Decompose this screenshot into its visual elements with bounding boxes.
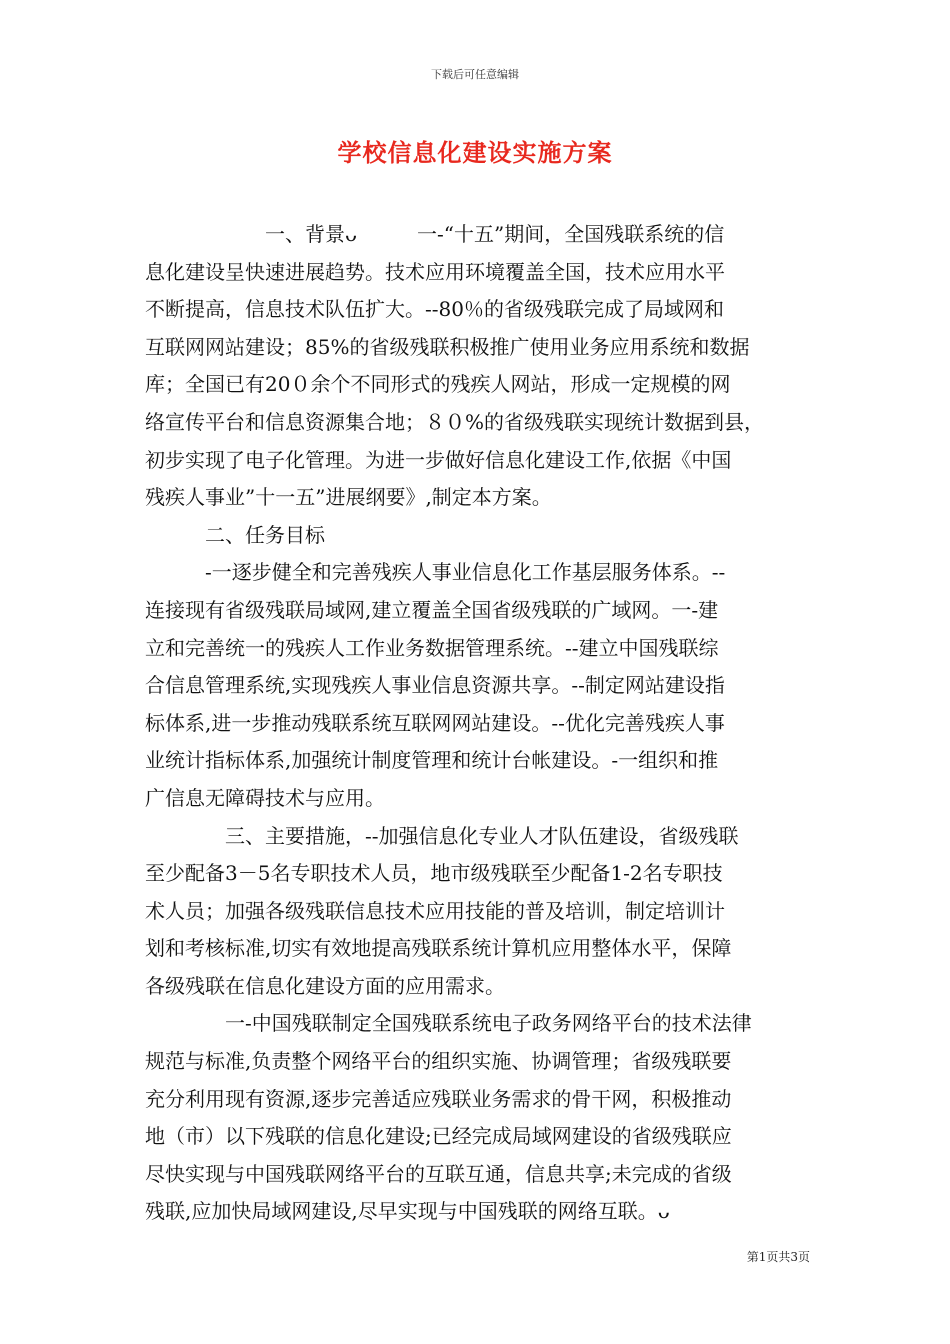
text-line: 规范与标准,负责整个网络平台的组织实施、协调管理；省级残联要: [145, 1049, 732, 1074]
text-line: -一逐步健全和完善残疾人事业信息化工作基层服务体系。--: [145, 560, 726, 585]
text-line: 一-中国残联制定全国残联系统电子政务网络平台的技术法律: [145, 1011, 752, 1036]
document-title: 学校信息化建设实施方案: [337, 138, 613, 167]
text-line: 地（市）以下残联的信息化建设;已经完成局域网建设的省级残联应: [145, 1124, 732, 1149]
text-line: 连接现有省级残联局域网,建立覆盖全国省级残联的广域网。一-建: [145, 597, 719, 622]
text-line: 充分利用现有资源,逐步完善适应残联业务需求的骨干网，积极推动: [145, 1086, 732, 1111]
text-line: 残疾人事业”十一五”进展纲要》,制定本方案。: [145, 485, 552, 510]
text-line: 标体系,进一步推动残联系统互联网网站建设。--优化完善残疾人事: [145, 710, 725, 735]
text-line: 术人员；加强各级残联信息技术应用技能的普及培训，制定培训计: [145, 898, 725, 923]
section-heading: 二、任务目标: [145, 522, 325, 547]
page-number: 第1页共3页: [746, 1250, 810, 1264]
text-line: 络宣传平台和信息资源集合地；８０%的省级残联实现统计数据到县，: [145, 409, 765, 434]
text-line: 库；全国已有20０余个不同形式的残疾人网站，形成一定规模的网: [145, 372, 731, 397]
text-line: 划和考核标准,切实有效地提高残联系统计算机应用整体水平，保障: [145, 936, 732, 961]
text-line: 残联,应加快局域网建设,尽早实现与中国残联的网络互联。ᴗ: [145, 1199, 670, 1224]
text-line: 立和完善统一的残疾人工作业务数据管理系统。--建立中国残联综: [145, 635, 719, 660]
body-text: [145, 216, 810, 1231]
text-line: 一、背景ᴗ 一-“十五”期间，全国残联系统的信: [145, 222, 725, 246]
text-line: 三、主要措施，--加强信息化专业人才队伍建设，省级残联: [145, 823, 739, 848]
text-line: 初步实现了电子化管理。为进一步做好信息化建设工作,依据《中国: [145, 447, 732, 472]
text-line: 息化建设呈快速进展趋势。技术应用环境覆盖全国，技术应用水平: [145, 259, 725, 284]
text-line: 尽快实现与中国残联网络平台的互联互通，信息共享;未完成的省级: [145, 1161, 732, 1186]
text-line: 广信息无障碍技术与应用。: [145, 785, 385, 810]
text-line: 至少配备3－5名专职技术人员，地市级残联至少配备1-2名专职技: [145, 861, 723, 886]
text-line: 各级残联在信息化建设方面的应用需求。: [145, 973, 505, 998]
text-line: 互联网网站建设；85%的省级残联积极推广使用业务应用系统和数据: [145, 334, 750, 359]
text-line: 不断提高，信息技术队伍扩大。--80％的省级残联完成了局域网和: [145, 297, 724, 322]
text-line: 业统计指标体系,加强统计制度管理和统计台帐建设。-一组织和推: [145, 748, 719, 773]
text-line: 合信息管理系统,实现残疾人事业信息资源共享。--制定网站建设指: [145, 673, 725, 698]
header-note: 下载后可任意编辑: [431, 68, 519, 81]
